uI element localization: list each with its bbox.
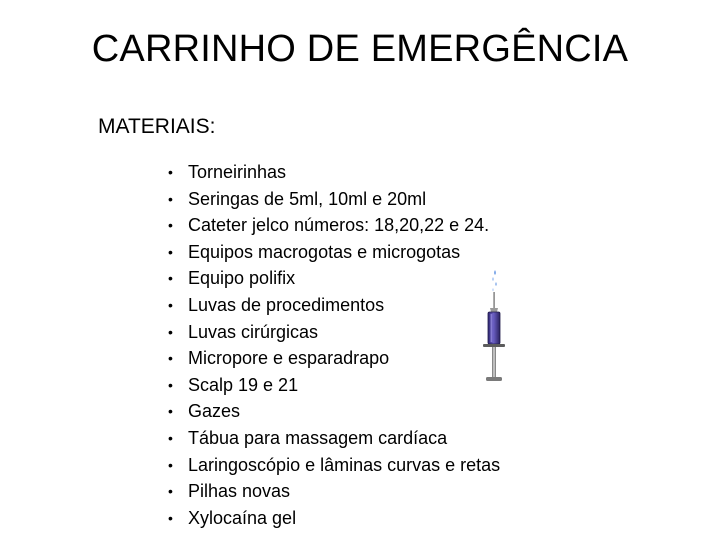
- list-item-text: Micropore e esparadrapo: [188, 348, 390, 369]
- bullet-icon: •: [168, 403, 173, 420]
- slide-title: CARRINHO DE EMERGÊNCIA: [91, 28, 629, 70]
- bullet-icon: •: [168, 509, 173, 526]
- list-item-text: Laringoscópio e lâminas curvas e retas: [188, 454, 501, 475]
- bullet-icon: •: [168, 350, 173, 367]
- list-item-text: Gazes: [188, 401, 241, 422]
- list-item-text: Xylocaína gel: [188, 507, 297, 528]
- bullet-icon: •: [168, 164, 173, 180]
- list-item-text: Luvas cirúrgicas: [188, 321, 319, 342]
- bullet-icon: •: [168, 376, 173, 393]
- bullet-icon: •: [168, 190, 173, 207]
- bullet-icon: •: [168, 217, 173, 234]
- list-item-text: Scalp 19 e 21: [188, 374, 299, 395]
- bullet-icon: •: [168, 270, 173, 287]
- list-item-text: Seringas de 5ml, 10ml e 20ml: [188, 188, 427, 209]
- list-item-text: Equipos macrogotas e microgotas: [188, 241, 461, 262]
- list-item-text: Pilhas novas: [188, 481, 291, 502]
- bullet-icon: •: [168, 296, 173, 313]
- bullet-icon: •: [168, 483, 173, 500]
- bullet-icon: •: [168, 429, 173, 446]
- list-item-text: Luvas de procedimentos: [188, 294, 385, 315]
- section-heading: MATERIAIS:: [98, 115, 216, 138]
- bullet-icon: •: [168, 456, 173, 473]
- syringe-icon: [474, 268, 514, 384]
- list-item-text: Tábua para massagem cardíaca: [188, 427, 448, 448]
- list-item-text: Torneirinhas: [188, 162, 287, 182]
- bullet-icon: •: [168, 243, 173, 260]
- bullet-icon: •: [168, 323, 173, 340]
- list-item-text: Equipo polifix: [188, 268, 296, 289]
- list-item-text: Cateter jelco números: 18,20,22 e 24.: [188, 215, 490, 236]
